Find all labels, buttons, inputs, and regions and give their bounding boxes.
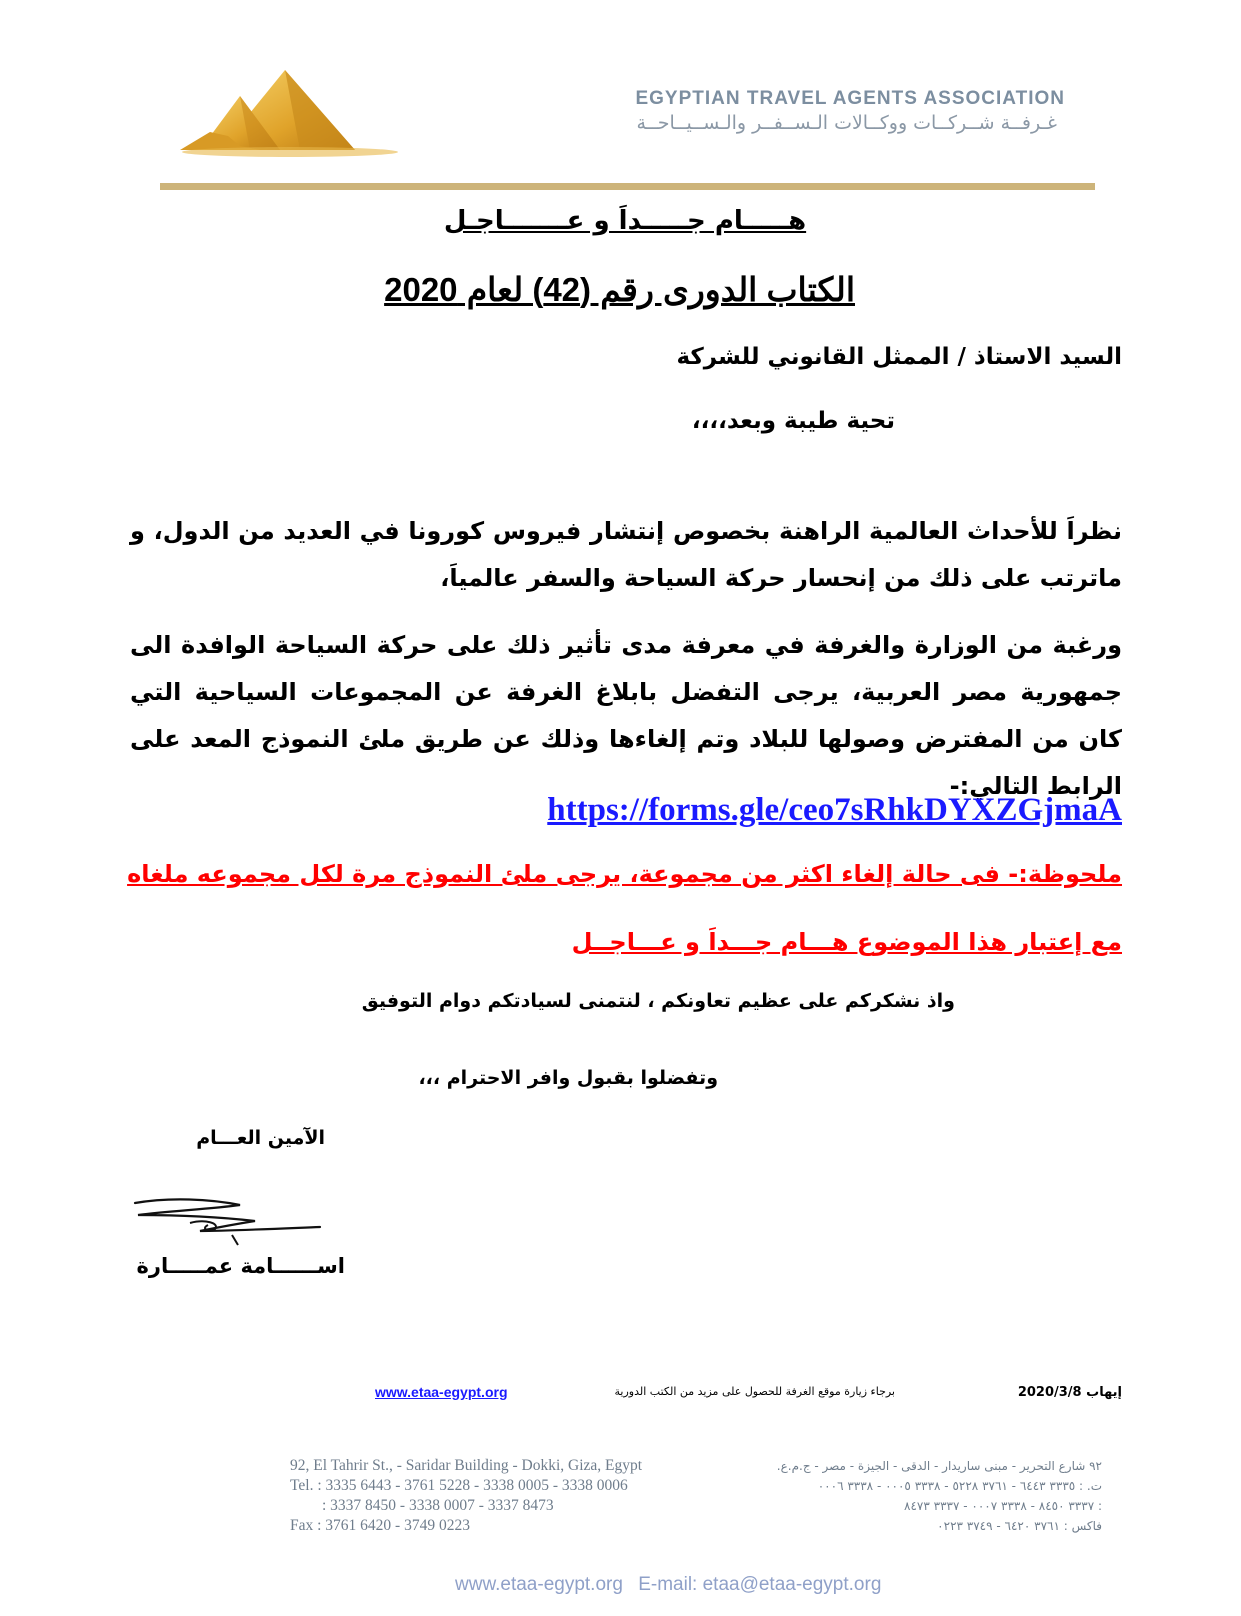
recipient-line: السيد الاستاذ / الممثل القانوني للشركة [676, 344, 1122, 370]
address-ar-line: : ٣٣٣٧ ٨٤٥٠ - ٣٣٣٨ ٠٠٠٧ - ٣٣٣٧ ٨٤٧٣ [904, 1499, 1102, 1513]
address-en-line: : 3337 8450 - 3338 0007 - 3337 8473 [322, 1497, 554, 1514]
circular-title: الكتاب الدورى رقم (42) لعام 2020 [384, 271, 855, 308]
contact-email[interactable]: E-mail: etaa@etaa-egypt.org [638, 1574, 882, 1595]
signatory-name: اســــــامة عمـــــارة [136, 1254, 345, 1278]
letter-date: إيهاب 2020/3/8 [1017, 1385, 1122, 1400]
org-name-english: EGYPTIAN TRAVEL AGENTS ASSOCIATION [635, 88, 1065, 109]
handwritten-signature-icon [130, 1195, 330, 1255]
org-name-arabic: غـرفــة شــركــات ووكــالات الـســفــر والـســيــاحــة [636, 112, 1057, 134]
address-en-line: Tel. : 3335 6443 - 3761 5228 - 3338 0005 - 3338 0006 [290, 1477, 628, 1494]
closing-line: وتفضلوا بقبول وافر الاحترام ،،، [418, 1067, 718, 1089]
visit-website-note: برجاء زيارة موقع الغرفة للحصول على مزيد من الكتب الدورية [614, 1385, 895, 1398]
header-divider [160, 183, 1095, 190]
note-line-1: ملحوظة:- فى حالة إلغاء اكثر من مجموعة، يرجى ملئ النموذج مرة لكل مجموعه ملغاه [127, 860, 1122, 888]
body-paragraph-2: ورغبة من الوزارة والغرفة في معرفة مدى تأثير ذلك على حركة السياحة الوافدة الى جمهورية مصر العربية، يرجى التفضل بابلاغ الغرفة عن المجموعات السياحية التي كان من المفترض وصولها للبلاد وتم إلغاءها وذلك عن طريق ملئ النموذج المعد على الرابط التالي:- [130, 631, 1122, 800]
urgent-heading: هـــــام جـــــداَ و عـــــــاجـل [443, 206, 807, 236]
signatory-title: الآمين العـــام [196, 1127, 325, 1149]
website-link[interactable]: www.etaa-egypt.org [375, 1384, 508, 1400]
pyramids-sphinx-logo-icon [180, 66, 400, 158]
contact-line [455, 1574, 975, 1596]
address-english [290, 1456, 710, 1536]
google-form-link[interactable]: https://forms.gle/ceo7sRhkDYXZGjmaA [547, 792, 1122, 828]
body-paragraph-1: نظراَ للأحداث العالمية الراهنة بخصوص إنتشار فيروس كورونا في العديد من الدول، و ماترتب على ذلك من إنحسار حركة السياحة والسفر عالمياَ، [130, 517, 1122, 592]
address-arabic [740, 1456, 1102, 1536]
note-line-2: مع إعتبار هذا الموضوع هـــام جـــداَ و عـــاجــل [571, 928, 1122, 956]
address-ar-line: ٩٢ شارع التحرير - مبنى ساريدار - الدقى - الجيزة - مصر - ج.م.ع. [776, 1459, 1102, 1473]
address-ar-line: فاكس : ٣٧٦١ ٦٤٢٠ - ٣٧٤٩ ٠٢٢٣ [937, 1519, 1102, 1533]
address-ar-line: ت. : ٣٣٣٥ ٦٤٤٣ - ٣٧٦١ ٥٢٢٨ - ٣٣٣٨ ٠٠٠٥ - ٣٣٣٨ ٠٠٠٦ [817, 1479, 1102, 1493]
contact-website[interactable]: www.etaa-egypt.org [455, 1574, 623, 1595]
greeting-line: تحية طيبة وبعد،،،، [691, 408, 895, 434]
thanks-line: واذ نشكركم على عظيم تعاونكم ، لنتمنى لسيادتكم دوام التوفيق [361, 990, 955, 1012]
address-en-line: Fax : 3761 6420 - 3749 0223 [290, 1517, 470, 1534]
address-en-line: 92, El Tahrir St., - Saridar Building - Dokki, Giza, Egypt [290, 1457, 643, 1474]
